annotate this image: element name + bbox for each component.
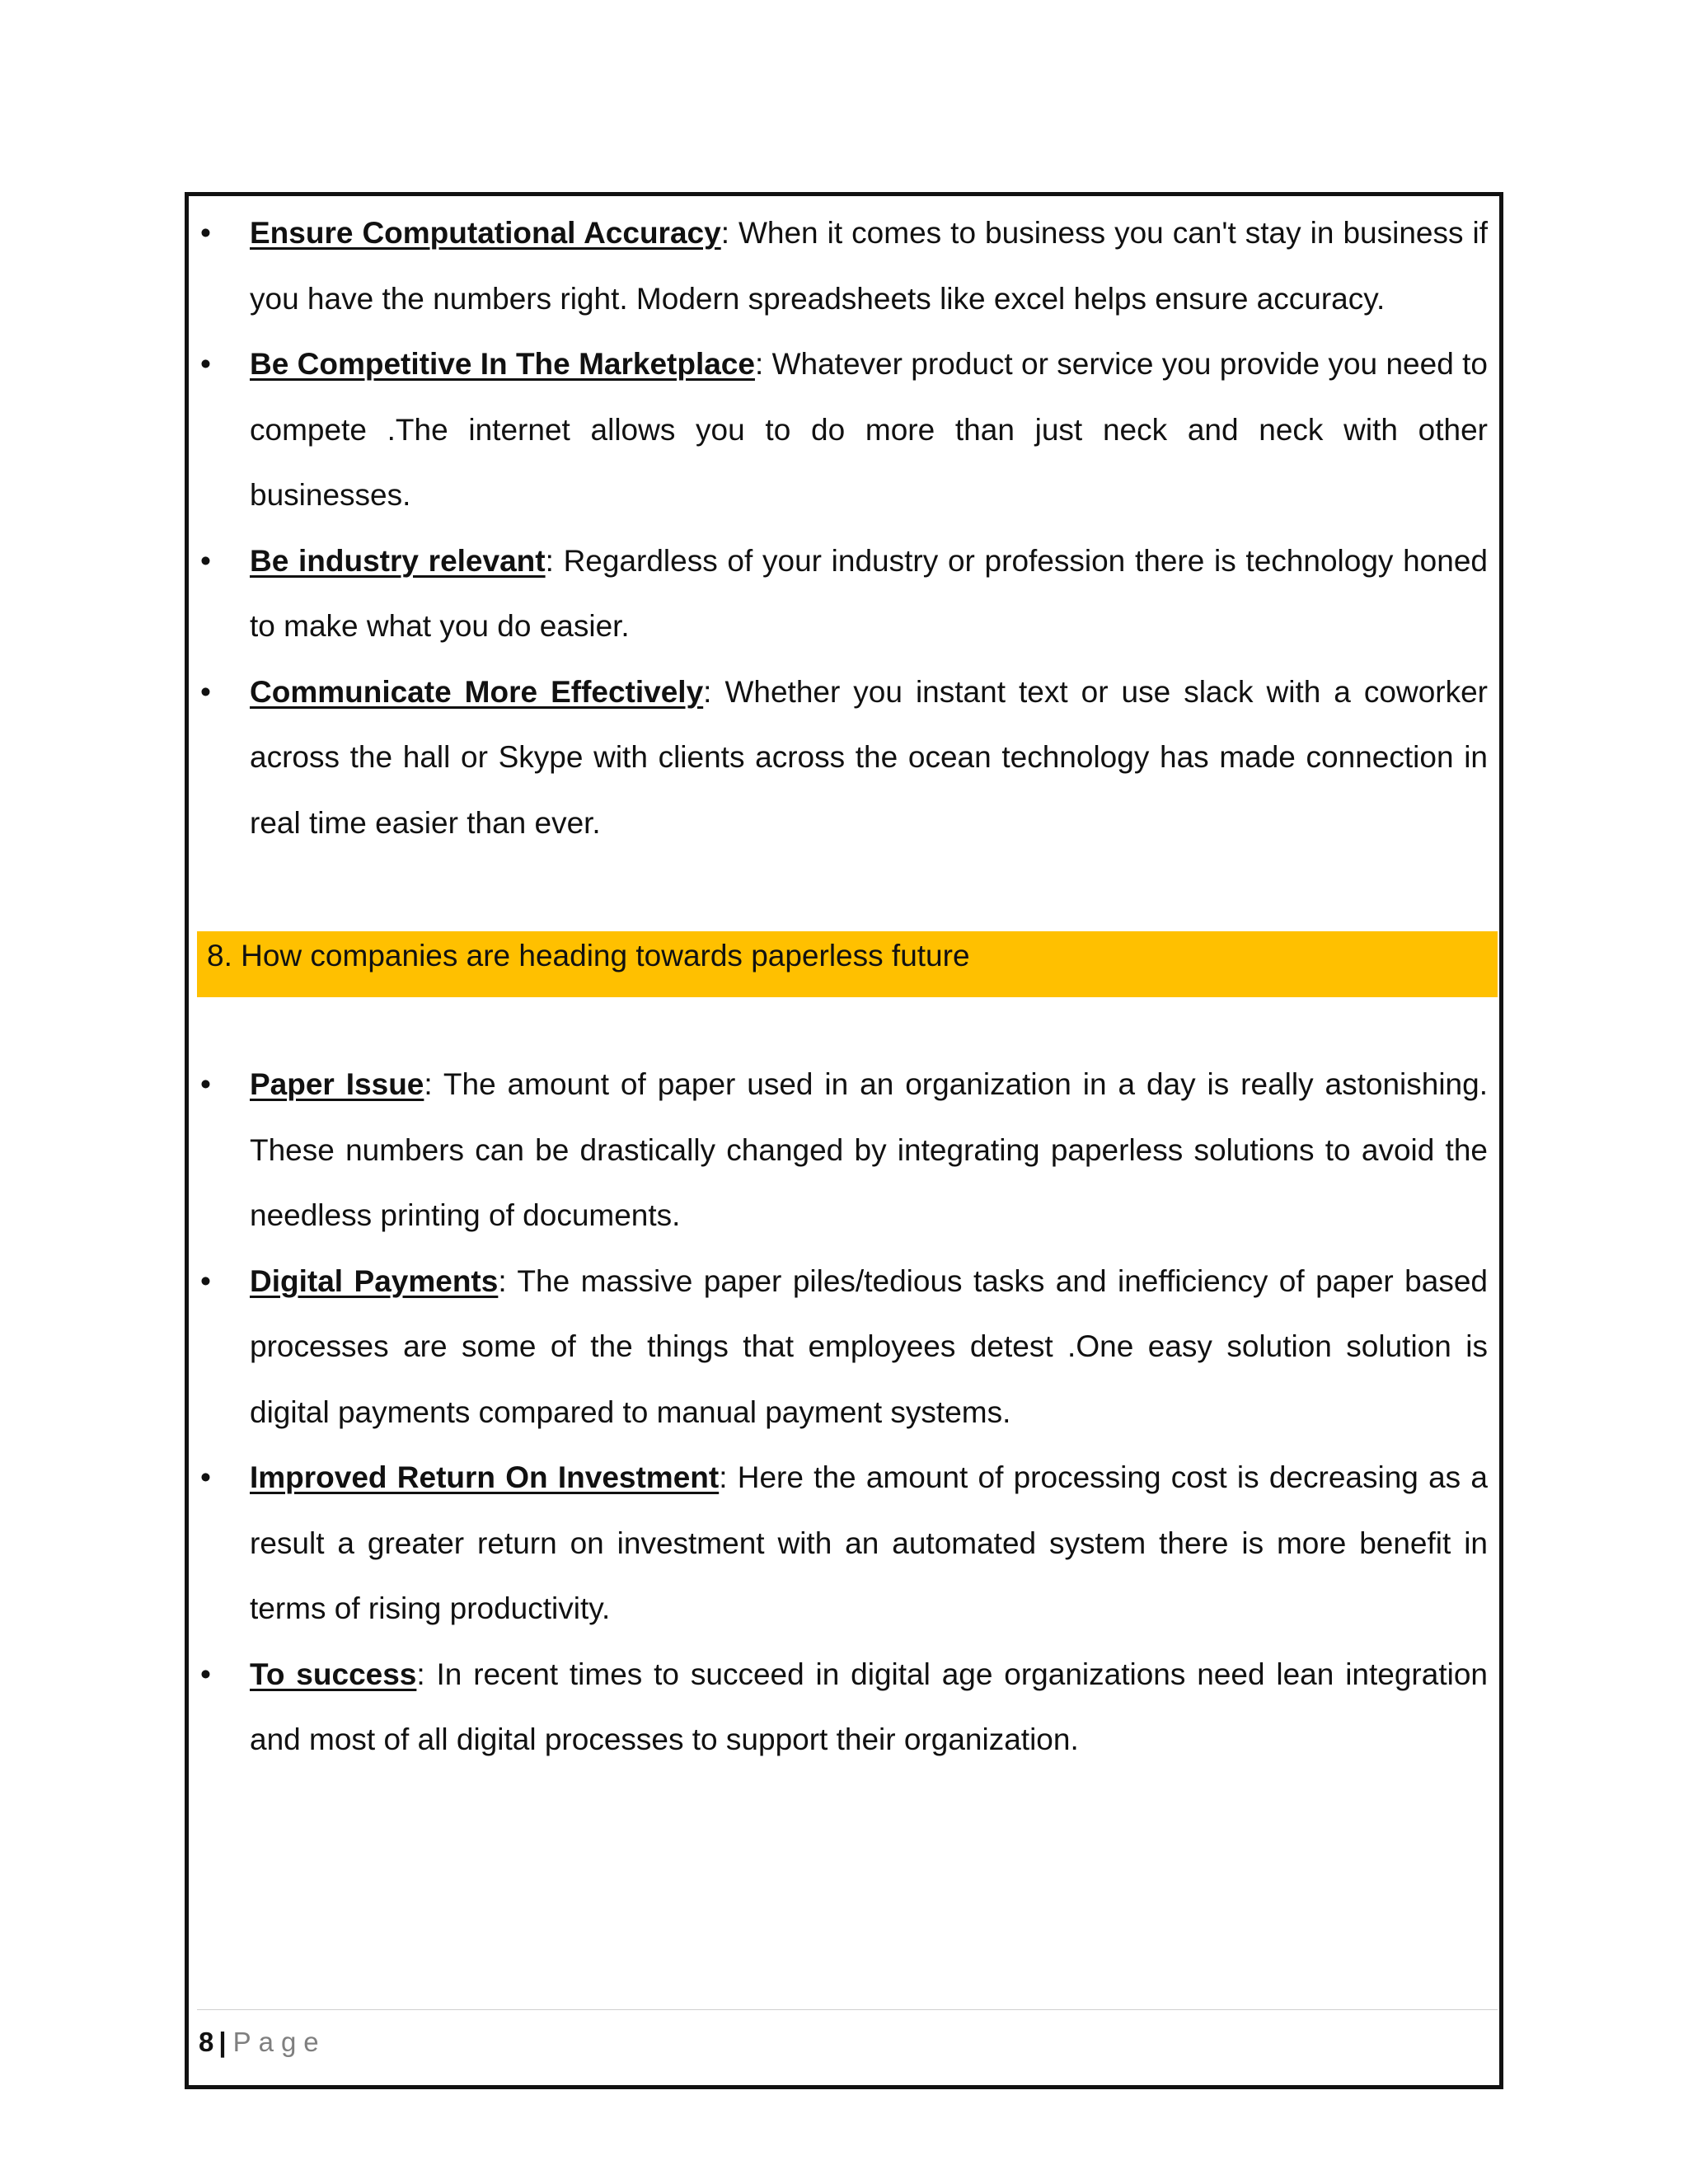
page-label: Page: [232, 2027, 326, 2057]
item-term: Paper Issue: [250, 1067, 424, 1101]
section-heading: 8. How companies are heading towards paperless future: [197, 931, 1498, 997]
item-term: Communicate More Effectively: [250, 674, 704, 709]
item-text: : Whatever product or service you provide you need to compete .The internet allows you to do more than just neck and neck with other businesses.: [250, 347, 1488, 512]
item-text: : Whether you instant text or use slack with a coworker across the hall or Skype with clients across the ocean technology has made connection in real time easier than ever.: [250, 674, 1488, 840]
item-text: : Here the amount of processing cost is decreasing as a result a greater return on investment with an automated system there is more benefit in terms of rising productivity.: [250, 1460, 1488, 1625]
item-text: : In recent times to succeed in digital age organizations need lean integration and most of all digital processes to support their organization.: [250, 1657, 1488, 1756]
item-term: To success: [250, 1657, 417, 1691]
item-term: Ensure Computational Accuracy: [250, 216, 721, 250]
item-term: Be Competitive In The Marketplace: [250, 347, 755, 381]
item-term: Digital Payments: [250, 1263, 499, 1298]
page-frame: [185, 192, 1503, 2089]
list-item: [189, 1445, 1499, 1642]
footer-divider: [197, 2009, 1498, 2010]
list-item: [189, 1052, 1499, 1249]
item-text: : The massive paper piles/tedious tasks and inefficiency of paper based processes are some of the things that employees detest .One easy solution solution is digital payments compared to manual payment systems.: [250, 1263, 1488, 1429]
bullet-icon: •: [200, 1263, 211, 1298]
item-term: Improved Return On Investment: [250, 1460, 720, 1494]
bullet-icon: •: [200, 347, 211, 381]
bullet-icon: •: [200, 1460, 211, 1494]
list-item: [189, 200, 1499, 331]
list-item: [189, 528, 1499, 659]
list-item: [189, 1642, 1499, 1773]
page-number: 8: [199, 2027, 214, 2057]
bullet-icon: •: [200, 543, 211, 578]
list-item: [189, 659, 1499, 856]
item-text: : When it comes to business you can't stay in business if you have the numbers right. Modern spreadsheets like excel helps ensure accuracy.: [250, 216, 1488, 316]
benefits-list: [189, 196, 1499, 855]
list-item: [189, 1249, 1499, 1446]
list-item: [189, 331, 1499, 528]
page-footer: [199, 2024, 326, 2060]
item-text: : The amount of paper used in an organization in a day is really astonishing. These numbers can be drastically changed by integrating paperless solutions to avoid the needless printing of documents.: [250, 1067, 1488, 1232]
page-separator: |: [218, 2027, 227, 2057]
bullet-icon: •: [200, 216, 211, 250]
bullet-icon: •: [200, 1067, 211, 1101]
bullet-icon: •: [200, 674, 211, 709]
paperless-list: [189, 1052, 1499, 1773]
item-text: : Regardless of your industry or profession there is technology honed to make what you do easier.: [250, 543, 1488, 643]
bullet-icon: •: [200, 1657, 211, 1691]
item-term: Be industry relevant: [250, 543, 546, 578]
